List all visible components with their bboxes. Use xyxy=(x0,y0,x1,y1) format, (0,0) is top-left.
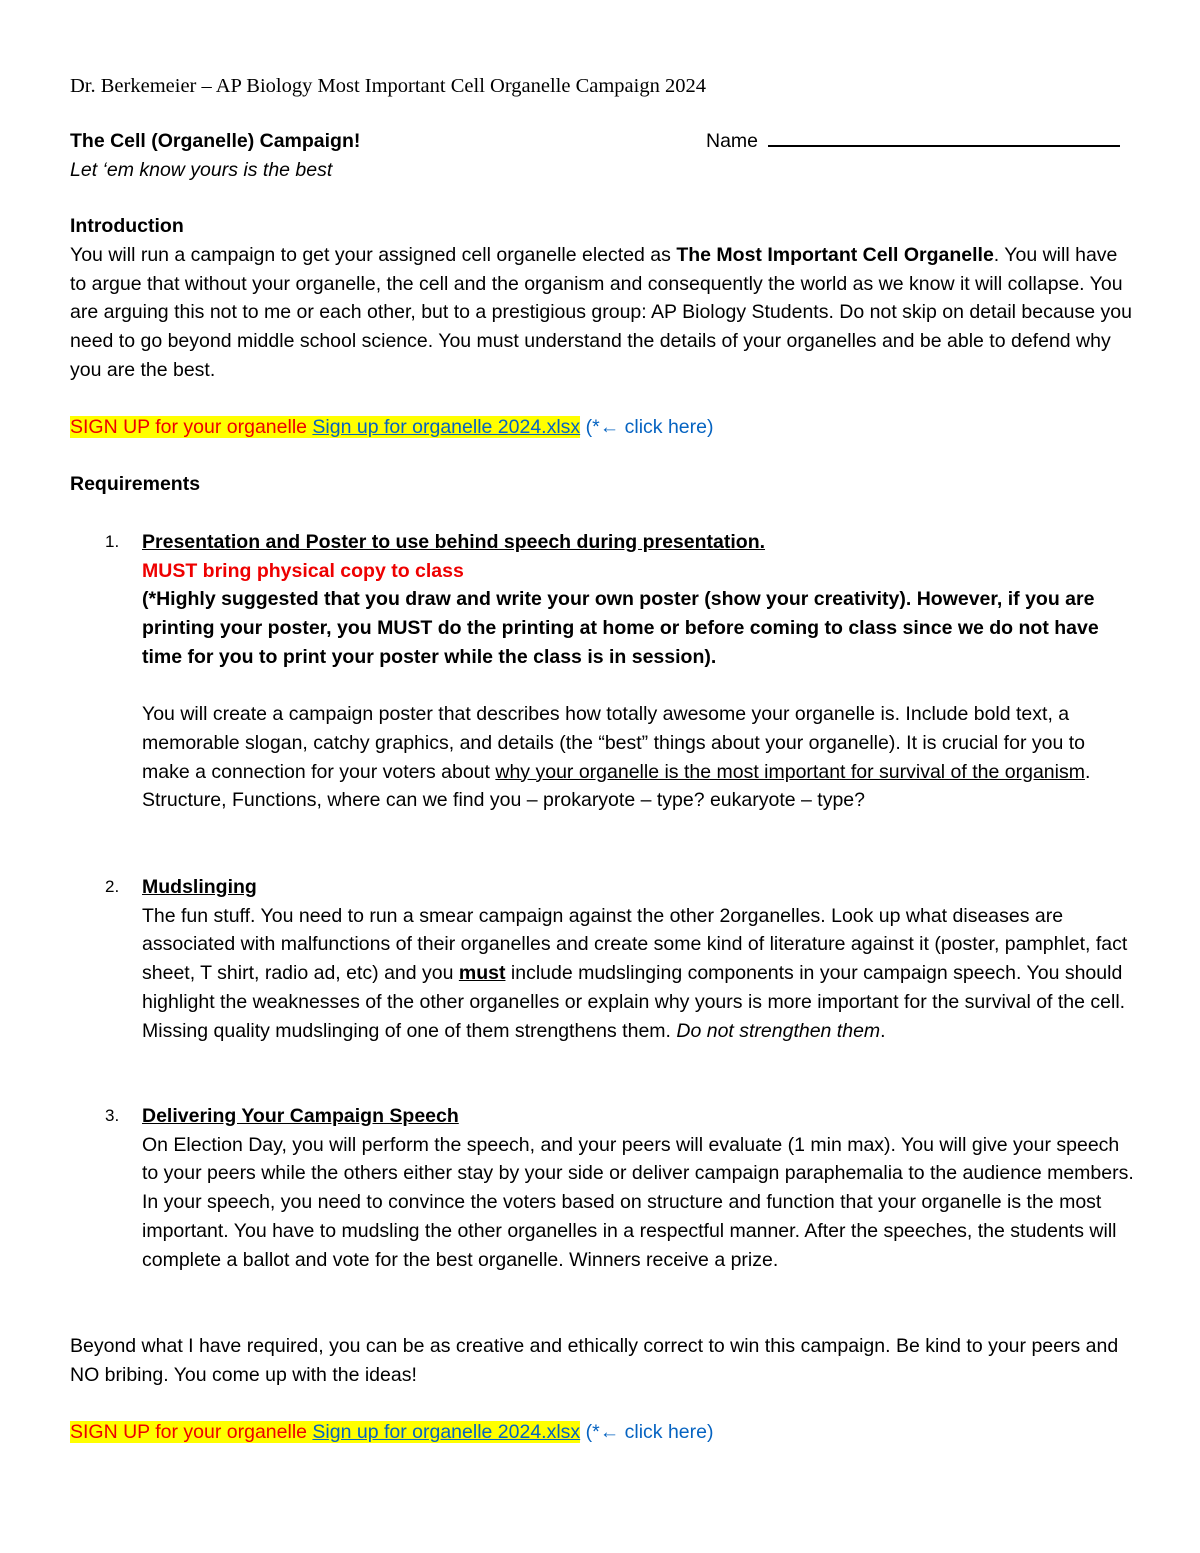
poster-suggestion: (*Highly suggested that you draw and write your own poster (show your creativity). However, if you are printing your poster, you MUST do the printing at home or before coming to class since we do not have time for you to print your poster while the class is in session). xyxy=(142,588,1099,668)
signup-link[interactable]: Sign up for organelle 2024.xlsx xyxy=(312,1421,581,1443)
poster-description xyxy=(142,700,1137,815)
intro-text-end: . You will have to argue that without your organelle, the cell and the organism and consequently the world as we know it will collapse. You are arguing this not to me or each other, but to a prestigious group: AP Biology Students. Do not skip on detail because you need to go beyond middle school science. You must understand the details of your organelles and be able to defend why you are the best. xyxy=(70,244,1132,381)
name-blank-line[interactable] xyxy=(768,133,1120,147)
item-number: 1. xyxy=(105,532,120,551)
mudslinging-italic: Do not strengthen them xyxy=(676,1019,881,1042)
document-title: The Cell (Organelle) Campaign! xyxy=(70,130,361,152)
poster-underlined-phrase: why your organelle is the most important for survival of the organism xyxy=(495,760,1085,783)
must-emphasis: must xyxy=(458,962,506,985)
intro-paragraph xyxy=(70,241,1135,385)
item-title: Mudslinging xyxy=(142,876,257,898)
name-field-row xyxy=(706,127,1120,156)
requirements-heading: Requirements xyxy=(70,473,201,495)
poster-text-start: You will create a campaign poster that describes how totally awesome your organelle is. Include bold text, a memorable slogan, catchy graphics, and details (the “best” things about your organelle). It is crucial for you to make a connection for your voters about xyxy=(142,703,1085,783)
signup-link[interactable]: Sign up for organelle 2024.xlsx xyxy=(312,416,581,438)
signup-label: SIGN UP for your organelle xyxy=(70,1421,307,1443)
intro-bold-phrase: The Most Important Cell Organelle xyxy=(676,244,994,266)
signup-label: SIGN UP for your organelle xyxy=(70,416,307,438)
item-number: 2. xyxy=(105,877,120,896)
name-label: Name xyxy=(706,130,759,152)
must-bring-note: MUST bring physical copy to class xyxy=(142,559,464,582)
document-subtitle: Let ‘em know yours is the best xyxy=(70,159,333,181)
intro-heading: Introduction xyxy=(70,215,184,237)
signup-line-bottom xyxy=(70,1418,713,1447)
signup-hint: (*← click here) xyxy=(585,416,714,438)
mudslinging-text-mid: include mudslinging components in your campaign speech. You should highlight the weaknesses of the other organelles or explain why yours is more important for the survival of the cell. Missing quality mudslinging of one of them strengthens them. xyxy=(142,962,1126,1042)
intro-text-start: You will run a campaign to get your assigned cell organelle elected as xyxy=(70,244,677,266)
mudslinging-text-start: The fun stuff. You need to run a smear campaign against the other 2organelles. Look up what diseases are associated with malfunctions of their organelles and create some kind of literature against it (poster, pamphlet, fact sheet, T shirt, radio ad, etc) and you xyxy=(142,904,1128,985)
mudslinging-description xyxy=(142,902,1137,1046)
signup-hint: (*← click here) xyxy=(585,1421,714,1443)
item-number: 3. xyxy=(105,1106,120,1125)
mudslinging-end: . xyxy=(880,1019,886,1042)
item-title: Presentation and Poster to use behind speech during presentation. xyxy=(142,531,766,553)
document-header: Dr. Berkemeier – AP Biology Most Important Cell Organelle Campaign 2024 xyxy=(70,75,706,97)
item-title: Delivering Your Campaign Speech xyxy=(142,1105,459,1127)
poster-text-end: . Structure, Functions, where can we find you – prokaryote – type? eukaryote – type? xyxy=(142,760,1091,812)
signup-line-top xyxy=(70,413,713,442)
closing-paragraph: Beyond what I have required, you can be as creative and ethically correct to win this campaign. Be kind to your peers and NO bribing. You come up with the ideas! xyxy=(70,1335,1119,1386)
speech-description: On Election Day, you will perform the speech, and your peers will evaluate (1 min max). You will give your speech to your peers while the others either stay by your side or deliver campaign paraphemalia to the audience members. In your speech, you need to convince the voters based on structure and function that your organelle is the most important. You have to mudsling the other organelles in a respectful manner. After the speeches, the students will complete a ballot and vote for the best organelle. Winners receive a prize. xyxy=(142,1133,1134,1271)
